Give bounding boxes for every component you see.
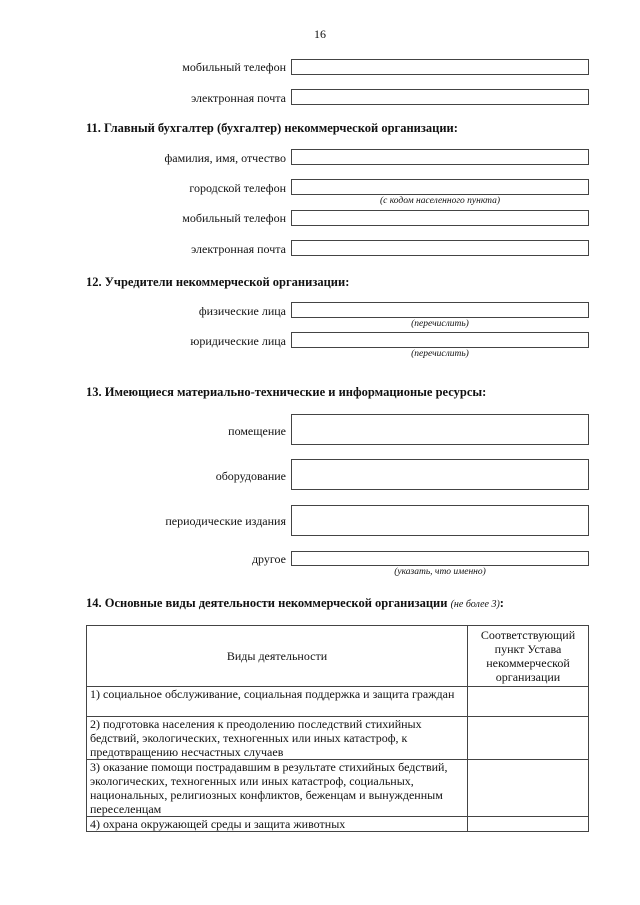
section-13-heading: 13. Имеющиеся материально-технические и информационые ресурсы: xyxy=(86,385,487,399)
other-label: другое xyxy=(251,552,286,566)
heading-colon: : xyxy=(499,596,504,610)
email-field[interactable] xyxy=(291,89,589,105)
equipment-label: оборудование xyxy=(215,469,286,483)
charter-clause-cell[interactable] xyxy=(468,687,589,717)
section-12-heading: 12. Учредители некоммерческой организации: xyxy=(86,275,350,289)
individuals-field[interactable] xyxy=(291,302,589,318)
accountant-fio-label: фамилия, имя, отчество xyxy=(164,151,286,165)
periodicals-label: периодические издания xyxy=(165,514,286,528)
table-row xyxy=(87,817,589,832)
premises-field[interactable] xyxy=(291,414,589,445)
mobile-phone-label: мобильный телефон xyxy=(182,60,286,74)
section-14-title: 14. Основные виды деятельности некоммерческой организации xyxy=(86,596,448,610)
accountant-email-field[interactable] xyxy=(291,240,589,256)
table-header-row xyxy=(87,626,589,687)
periodicals-field[interactable] xyxy=(291,505,589,536)
legal-entities-field[interactable] xyxy=(291,332,589,348)
activity-cell: 2) подготовка населения к преодолению последствий стихийных бедствий, экологических, техногенных или иных катастроф, к предотвращению несчастных случаев xyxy=(87,717,468,760)
individuals-label: физические лица xyxy=(198,304,286,318)
accountant-email-label: электронная почта xyxy=(191,242,286,256)
accountant-mobile-label: мобильный телефон xyxy=(182,211,286,225)
email-label: электронная почта xyxy=(191,91,286,105)
activities-table xyxy=(86,625,589,832)
accountant-city-phone-label: городской телефон xyxy=(189,181,286,195)
individuals-hint: (перечислить) xyxy=(411,319,469,329)
city-phone-hint: (с кодом населенного пункта) xyxy=(379,196,501,206)
accountant-mobile-field[interactable] xyxy=(291,210,589,226)
activity-cell: 4) охрана окружающей среды и защита животных xyxy=(87,817,468,832)
section-14-heading xyxy=(86,596,504,611)
accountant-city-phone-field[interactable] xyxy=(291,179,589,195)
legal-entities-hint: (перечислить) xyxy=(411,349,469,359)
table-row xyxy=(87,760,589,817)
other-field[interactable] xyxy=(291,551,589,566)
table-row xyxy=(87,687,589,717)
charter-clause-cell[interactable] xyxy=(468,817,589,832)
section-14-note: (не более 3) xyxy=(450,599,500,610)
activity-cell: 3) оказание помощи пострадавшим в результате стихийных бедствий, экологических, техногенных или иных катастроф, социальных, национальных, религиозных конфликтов, беженцам и вынужденным переселенцам xyxy=(87,760,468,817)
legal-entities-label: юридические лица xyxy=(190,334,286,348)
mobile-phone-field[interactable] xyxy=(291,59,589,75)
premises-label: помещение xyxy=(228,424,286,438)
equipment-field[interactable] xyxy=(291,459,589,490)
other-hint: (указать, что именно) xyxy=(394,567,486,577)
charter-clause-column-header: Соответствующий пункт Устава некоммерческой организации xyxy=(468,626,589,687)
page-number: 16 xyxy=(314,27,326,41)
accountant-fio-field[interactable] xyxy=(291,149,589,165)
charter-clause-cell[interactable] xyxy=(468,717,589,760)
activities-column-header: Виды деятельности xyxy=(87,626,468,687)
section-11-heading: 11. Главный бухгалтер (бухгалтер) некоммерческой организации: xyxy=(86,121,458,135)
charter-clause-cell[interactable] xyxy=(468,760,589,817)
activity-cell: 1) социальное обслуживание, социальная поддержка и защита граждан xyxy=(87,687,468,717)
table-row xyxy=(87,717,589,760)
